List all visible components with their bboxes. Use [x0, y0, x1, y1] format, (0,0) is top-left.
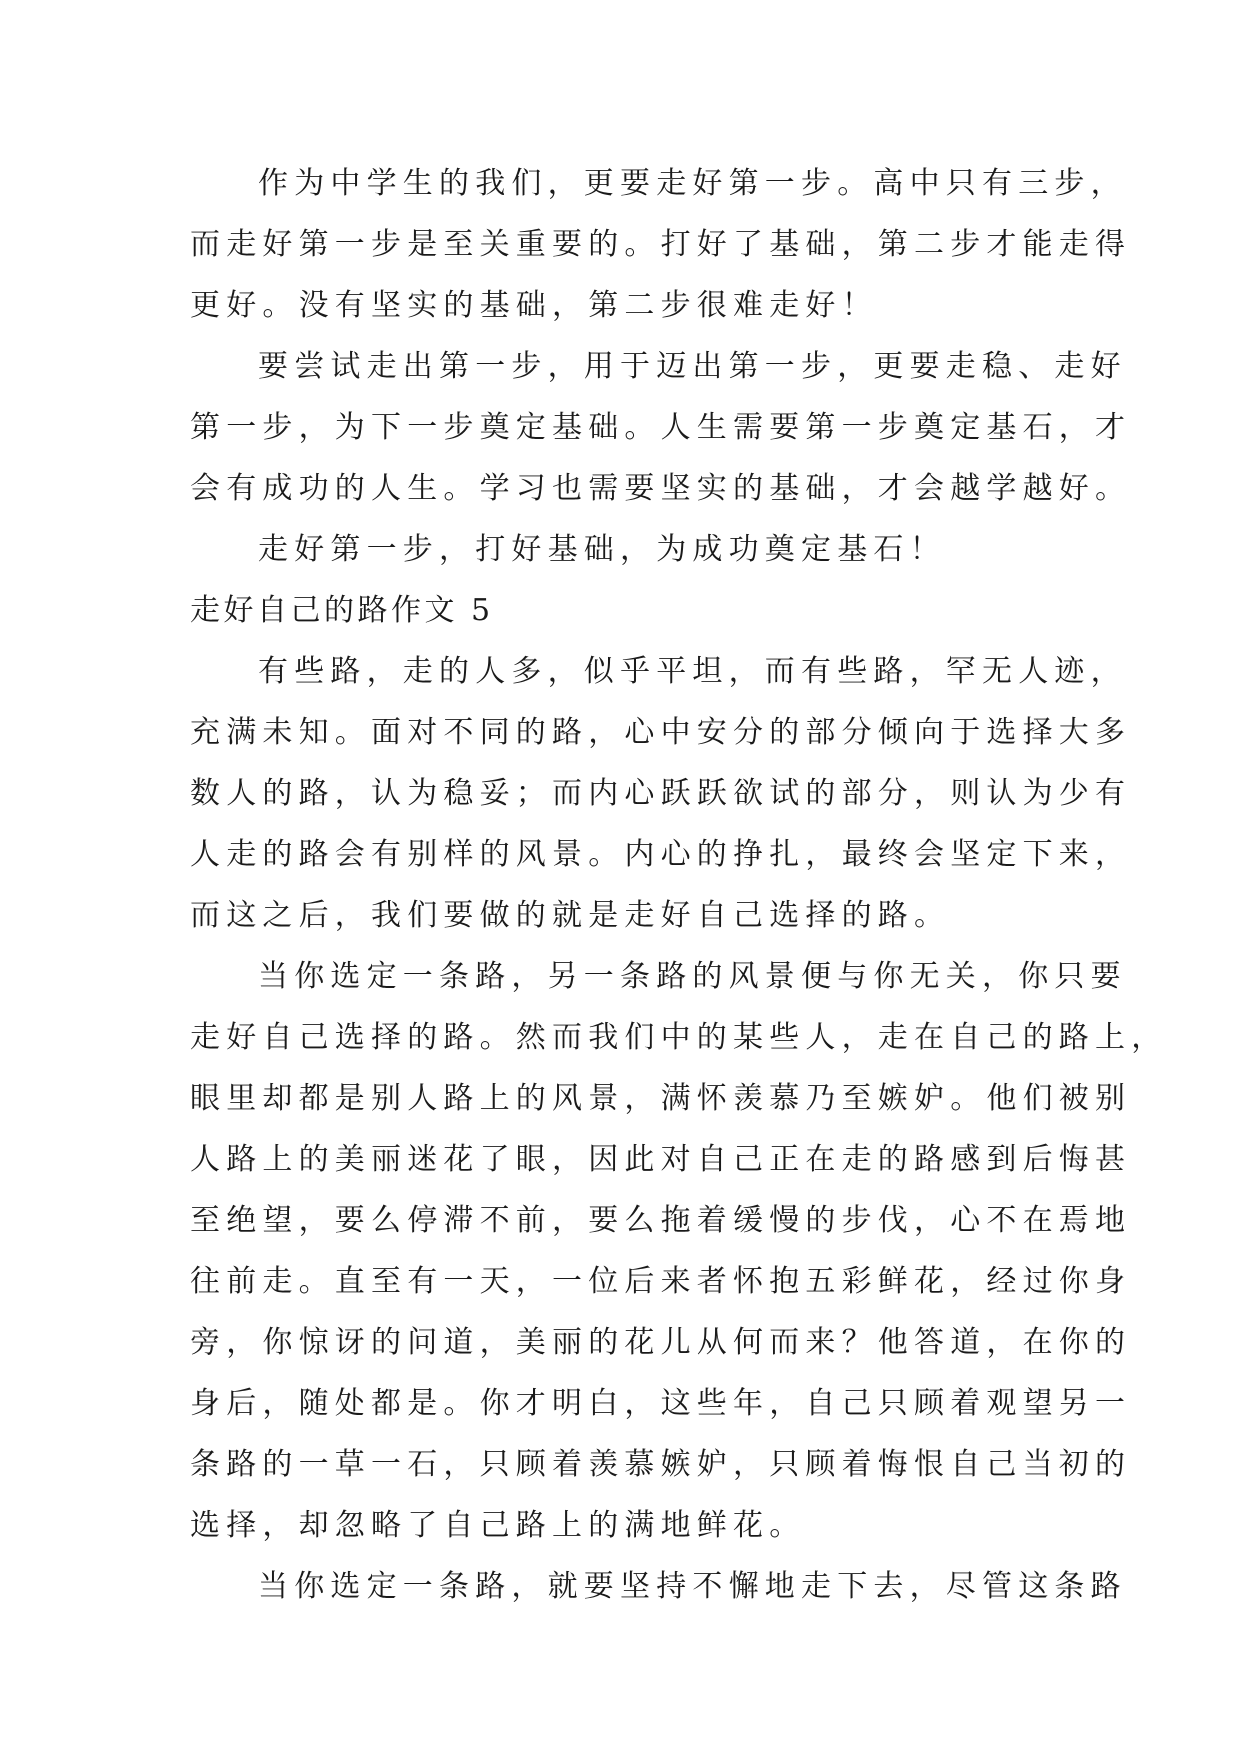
- text-line: 人走的路会有别样的风景。内心的挣扎，最终会坚定下来，: [190, 837, 1132, 872]
- text-line: 要尝试走出第一步，用于迈出第一步，更要走稳、走好: [258, 349, 1127, 384]
- text-line: 条路的一草一石，只顾着羡慕嫉妒，只顾着悔恨自己当初的: [190, 1447, 1132, 1482]
- paragraph: [190, 641, 1132, 946]
- text-line: 当你选定一条路，另一条路的风景便与你无关，你只要: [258, 959, 1127, 994]
- text-line: 充满未知。面对不同的路，心中安分的部分倾向于选择大多: [190, 715, 1132, 750]
- text-line: 身后，随处都是。你才明白，这些年，自己只顾着观望另一: [190, 1386, 1132, 1421]
- text-line: 人路上的美丽迷花了眼，因此对自己正在走的路感到后悔甚: [190, 1142, 1132, 1177]
- paragraph: [190, 946, 1168, 1556]
- text-line: 当你选定一条路，就要坚持不懈地走下去，尽管这条路: [258, 1569, 1127, 1604]
- paragraph: [190, 519, 1070, 580]
- heading-text: 走好自己的路作文 5: [190, 593, 494, 628]
- text-line: 第一步，为下一步奠定基础。人生需要第一步奠定基石，才: [190, 410, 1132, 445]
- text-line: 至绝望，要么停滞不前，要么拖着缓慢的步伐，心不在焉地: [190, 1203, 1132, 1238]
- text-line: 更好。没有坚实的基础，第二步很难走好！: [190, 288, 878, 323]
- paragraph: [190, 1556, 1127, 1617]
- section-heading: [190, 580, 1070, 641]
- text-line: 往前走。直至有一天，一位后来者怀抱五彩鲜花，经过你身: [190, 1264, 1132, 1299]
- text-line: 走好第一步，打好基础，为成功奠定基石！: [258, 532, 946, 567]
- text-line: 作为中学生的我们，更要走好第一步。高中只有三步，: [258, 166, 1127, 201]
- text-line: 而走好第一步是至关重要的。打好了基础，第二步才能走得: [190, 227, 1132, 262]
- document-body: [190, 153, 1168, 1617]
- paragraph: [190, 336, 1132, 519]
- text-line: 数人的路，认为稳妥；而内心跃跃欲试的部分，则认为少有: [190, 776, 1132, 811]
- text-line: 而这之后，我们要做的就是走好自己选择的路。: [190, 898, 951, 933]
- text-line: 走好自己选择的路。然而我们中的某些人，走在自己的路上，: [190, 1020, 1168, 1055]
- text-line: 眼里却都是别人路上的风景，满怀羡慕乃至嫉妒。他们被别: [190, 1081, 1132, 1116]
- text-line: 会有成功的人生。学习也需要坚实的基础，才会越学越好。: [190, 471, 1132, 506]
- text-line: 选择，却忽略了自己路上的满地鲜花。: [190, 1508, 806, 1543]
- text-line: 旁，你惊讶的问道，美丽的花儿从何而来？他答道，在你的: [190, 1325, 1132, 1360]
- paragraph: [190, 153, 1132, 336]
- text-line: 有些路，走的人多，似乎平坦，而有些路，罕无人迹，: [258, 654, 1127, 689]
